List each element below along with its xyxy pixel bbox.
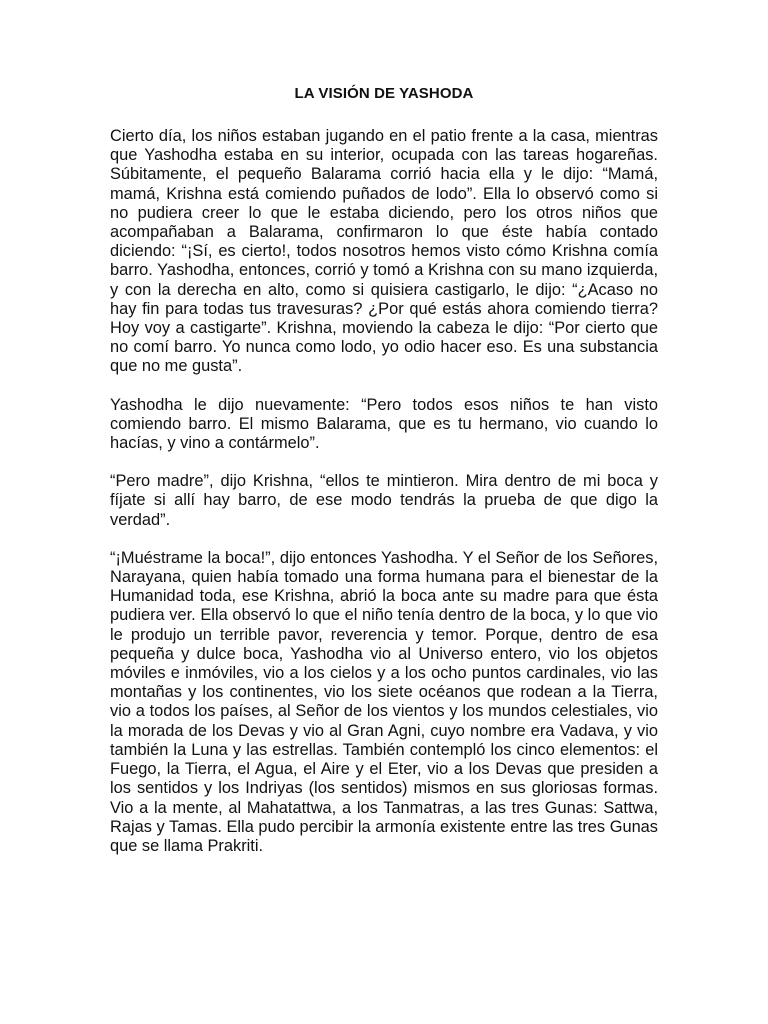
paragraph-2: Yashodha le dijo nuevamente: “Pero todos esos niños te han visto comiendo barro. El mismo Balarama, que es tu hermano, vio cuando lo hacías, y vino a contármelo”. bbox=[110, 395, 658, 453]
document-page bbox=[110, 84, 658, 875]
paragraph-1: Cierto día, los niños estaban jugando en el patio frente a la casa, mientras que Yashodha estaba en su interior, ocupada con las tareas hogareñas. Súbitamente, el pequeño Balarama corrió hacia ella y le dijo: “Mamá, mamá, Krishna está comiendo puñados de lodo”. Ella lo observó como si no pudiera creer lo que le estaba diciendo, pero los otros niños que acompañaban a Balarama, confirmaron lo que éste había contado diciendo: “¡Sí, es cierto!, todos nosotros hemos visto cómo Krishna comía barro. Yashodha, entonces, corrió y tomó a Krishna con su mano izquierda, y con la derecha en alto, como si quisiera castigarlo, le dijo: “¿Acaso no hay fin para todas tus travesuras? ¿Por qué estás ahora comiendo tierra? Hoy voy a castigarte”. Krishna, moviendo la cabeza le dijo: “Por cierto que no comí barro. Yo nunca como lodo, yo odio hacer eso. Es una substancia que no me gusta”. bbox=[110, 127, 658, 376]
paragraph-4: “¡Muéstrame la boca!”, dijo entonces Yashodha. Y el Señor de los Señores, Narayana, quien había tomado una forma humana para el bienestar de la Humanidad toda, ese Krishna, abrió la boca ante su madre para que ésta pudiera ver. Ella observó lo que el niño tenía dentro de la boca, y lo que vio le produjo un terrible pavor, reverencia y temor. Porque, dentro de esa pequeña y dulce boca, Yashodha vio al Universo entero, vio los objetos móviles e inmóviles, vio a los cielos y a los ocho puntos cardinales, vio las montañas y los continentes, vio los siete océanos que rodean a la Tierra, vio a todos los países, al Señor de los vientos y los mundos celestiales, vio la morada de los Devas y vio al Gran Agni, cuyo nombre era Vadava, y vio también la Luna y las estrellas. También contempló los cinco elementos: el Fuego, la Tierra, el Agua, el Aire y el Eter, vio a los Devas que presiden a los sentidos y los Indriyas (los sentidos) mismos en sus gloriosas formas. Vio a la mente, al Mahatattwa, a los Tanmatras, a las tres Gunas: Sattwa, Rajas y Tamas. Ella pudo percibir la armonía existente entre las tres Gunas que se llama Prakriti. bbox=[110, 548, 658, 855]
document-title: LA VISIÓN DE YASHODA bbox=[294, 85, 474, 102]
paragraph-3: “Pero madre”, dijo Krishna, “ellos te mintieron. Mira dentro de mi boca y fíjate si allí hay barro, de ese modo tendrás la prueba de que digo la verdad”. bbox=[110, 472, 658, 529]
